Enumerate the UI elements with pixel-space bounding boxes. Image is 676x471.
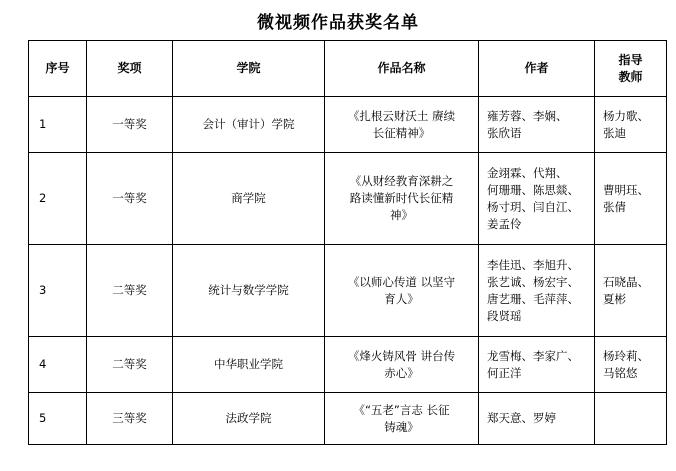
cell-work bbox=[325, 97, 479, 153]
cell-work bbox=[325, 337, 479, 393]
cell-college: 法政学院 bbox=[173, 393, 325, 445]
cell-teacher bbox=[595, 245, 667, 337]
table-row bbox=[29, 245, 667, 337]
award-table bbox=[28, 40, 667, 445]
cell-teacher-line: 杨力歌、 bbox=[603, 108, 649, 123]
cell-work-line: 路读懂新时代长征精 bbox=[349, 191, 454, 205]
cell-work bbox=[325, 153, 479, 245]
cell-no: 4 bbox=[29, 337, 87, 393]
cell-author-line: 张艺诚、杨宏宇、 bbox=[487, 274, 579, 289]
cell-no: 2 bbox=[29, 153, 87, 245]
cell-work-line: 《扎根云财沃土 赓续 bbox=[347, 108, 456, 123]
cell-work-line: 长征精神》 bbox=[372, 125, 431, 140]
cell-author bbox=[479, 393, 595, 445]
cell-work-line: 赤心》 bbox=[384, 365, 419, 380]
cell-teacher-line: 夏彬 bbox=[603, 291, 626, 306]
header-work: 作品名称 bbox=[325, 41, 479, 97]
cell-teacher-line: 曹明珏、 bbox=[603, 182, 649, 197]
cell-teacher-line: 杨玲莉、 bbox=[603, 348, 649, 363]
cell-teacher-line: 张倩 bbox=[603, 199, 626, 214]
cell-college: 统计与数学学院 bbox=[173, 245, 325, 337]
cell-author-line: 姜孟伶 bbox=[487, 216, 522, 231]
cell-college: 中华职业学院 bbox=[173, 337, 325, 393]
cell-no: 1 bbox=[29, 97, 87, 153]
cell-work-line: 神》 bbox=[390, 208, 413, 222]
cell-author-line: 段贤瑶 bbox=[487, 308, 522, 323]
cell-award: 二等奖 bbox=[87, 245, 173, 337]
table-header-row bbox=[29, 41, 667, 97]
cell-teacher bbox=[595, 153, 667, 245]
table-row bbox=[29, 337, 667, 393]
cell-work-line: 《烽火铸风骨 讲台传 bbox=[347, 348, 456, 363]
cell-teacher bbox=[595, 97, 667, 153]
cell-teacher bbox=[595, 393, 667, 445]
page-title: 微视频作品获奖名单 bbox=[257, 13, 419, 33]
cell-college: 商学院 bbox=[173, 153, 325, 245]
cell-no: 3 bbox=[29, 245, 87, 337]
header-college: 学院 bbox=[173, 41, 325, 97]
header-author: 作者 bbox=[479, 41, 595, 97]
cell-award: 二等奖 bbox=[87, 337, 173, 393]
cell-award: 一等奖 bbox=[87, 97, 173, 153]
cell-work-line: 《从财经教育深耕之 bbox=[349, 174, 454, 188]
cell-college: 会计（审计）学院 bbox=[173, 97, 325, 153]
cell-work bbox=[325, 393, 479, 445]
header-teacher-line2: 教师 bbox=[618, 69, 643, 84]
cell-teacher-line: 张迪 bbox=[603, 125, 626, 140]
cell-work-line: 《以师心传道 以坚守 bbox=[347, 274, 456, 289]
header-award: 奖项 bbox=[87, 41, 173, 97]
cell-teacher-line: 石晓晶、 bbox=[603, 274, 649, 289]
cell-author-line: 张欣语 bbox=[487, 125, 522, 140]
cell-author bbox=[479, 245, 595, 337]
cell-author-line: 龙雪梅、李家广、 bbox=[487, 348, 579, 363]
cell-work bbox=[325, 245, 479, 337]
cell-work-line: 铸魂》 bbox=[384, 419, 419, 434]
cell-author-line: 杨寸玥、闫自江、 bbox=[487, 199, 579, 214]
cell-teacher-line: 马铭悠 bbox=[603, 365, 638, 380]
header-no: 序号 bbox=[29, 41, 87, 97]
cell-work-line: 《“五老”言志 长征 bbox=[353, 402, 450, 417]
cell-author-line: 雍芳蓉、李娴、 bbox=[487, 108, 568, 123]
cell-author-line: 唐艺珊、毛萍萍、 bbox=[487, 291, 579, 306]
cell-award: 三等奖 bbox=[87, 393, 173, 445]
cell-author bbox=[479, 153, 595, 245]
cell-author-line: 金翊霖、代翔、 bbox=[487, 165, 568, 180]
cell-no: 5 bbox=[29, 393, 87, 445]
cell-award: 一等奖 bbox=[87, 153, 173, 245]
cell-author-line: 何珊珊、陈思燚、 bbox=[487, 182, 579, 197]
cell-work-line: 育人》 bbox=[384, 291, 419, 306]
cell-author-line: 何正洋 bbox=[487, 365, 522, 380]
cell-author bbox=[479, 337, 595, 393]
table-row bbox=[29, 153, 667, 245]
cell-author-line: 郑天意、罗婷 bbox=[487, 411, 556, 425]
header-teacher-line1: 指导 bbox=[618, 52, 643, 67]
header-teacher bbox=[595, 41, 667, 97]
cell-author-line: 李佳迅、李旭升、 bbox=[487, 257, 579, 272]
cell-author bbox=[479, 97, 595, 153]
cell-teacher bbox=[595, 337, 667, 393]
table-row bbox=[29, 393, 667, 445]
table-row bbox=[29, 97, 667, 153]
